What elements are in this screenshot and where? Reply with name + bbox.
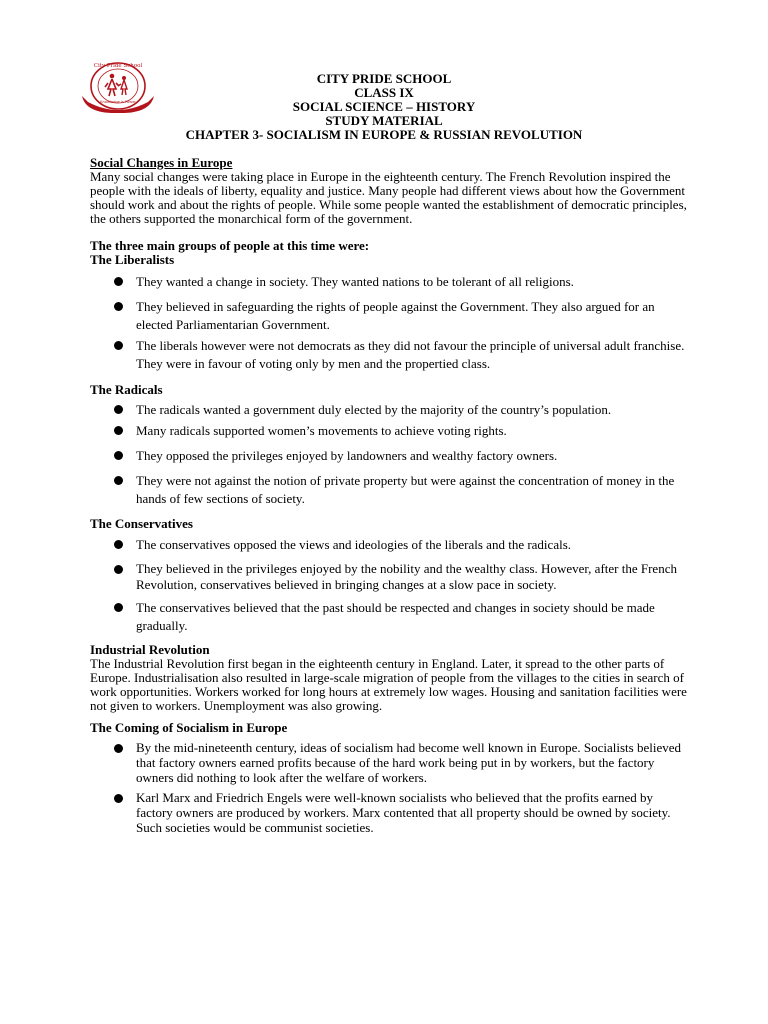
subject-name: SOCIAL SCIENCE – HISTORY [292, 99, 476, 114]
logo-motto: Knowledge is Power [100, 100, 136, 104]
social-changes-paragraph: Many social changes were taking place in Europe in the eighteenth century. The French Revolution inspired the people with the ideals of liberty, equality and justice. Many people had different views about how the Government should work and about the rights of people. While some people wanted the establishment of democratic principles, the others supported the monarchical form of the government. [90, 169, 687, 226]
list-item: The liberals however were not democrats as they did not favour the principle of universal adult franchise. They were in favour of voting only by men and the propertied class. [90, 337, 690, 373]
logo-text: City Pride School [93, 63, 143, 69]
section-title-industrial: Industrial Revolution [90, 642, 210, 657]
groups-intro: The three main groups of people at this time were: [90, 238, 370, 253]
list-item: They wanted a change in society. They wanted nations to be tolerant of all religions. [90, 273, 690, 291]
list-item: The radicals wanted a government duly elected by the majority of the country’s population. [90, 401, 690, 419]
section-title-conservatives: The Conservatives [90, 516, 193, 531]
school-name: CITY PRIDE SCHOOL [316, 71, 452, 86]
section-title-socialism: The Coming of Socialism in Europe [90, 720, 288, 735]
list-item: Karl Marx and Friedrich Engels were well-known socialists who believed that the profits earned by factory owners are produced by workers. Marx contented that all property should be owned by society. Such societies would be communist societies. [90, 790, 690, 835]
liberalists-list [90, 273, 690, 373]
list-item: They believed in the privileges enjoyed by the nobility and the wealthy class. However, after the French Revolution, conservatives believed in bringing changes at a slow pace in society. [90, 561, 690, 593]
section-title-liberalists: The Liberalists [90, 252, 175, 267]
section-title-social-changes: Social Changes in Europe [90, 155, 233, 170]
socialism-list [90, 740, 690, 835]
document-header [0, 72, 768, 142]
chapter-title: CHAPTER 3- SOCIALISM IN EUROPE & RUSSIAN REVOLUTION [185, 127, 583, 142]
list-item: They believed in safeguarding the rights of people against the Government. They also argued for an elected Parliamentarian Government. [90, 298, 690, 334]
list-item: They opposed the privileges enjoyed by landowners and wealthy factory owners. [90, 447, 690, 465]
list-item: The conservatives opposed the views and ideologies of the liberals and the radicals. [90, 536, 690, 554]
list-item: They were not against the notion of private property but were against the concentration of money in the hands of few sections of society. [90, 472, 690, 508]
class-name: CLASS IX [354, 85, 414, 100]
radicals-list [90, 401, 690, 508]
material-type: STUDY MATERIAL [325, 113, 443, 128]
document-body [90, 156, 690, 835]
conservatives-list [90, 536, 690, 635]
industrial-paragraph: The Industrial Revolution first began in the eighteenth century in England. Later, it spread to the other parts of Europe. Industrialisation also resulted in large-scale migration of people from the villages to the cities in search of work opportunities. Workers worked for long hours at extremely low wages. Housing and sanitation facilities were not given to workers. Unemployment was also growing. [90, 656, 687, 713]
section-title-radicals: The Radicals [90, 382, 163, 397]
list-item: Many radicals supported women’s movements to achieve voting rights. [90, 422, 690, 440]
list-item: By the mid-nineteenth century, ideas of socialism had become well known in Europe. Socialists believed that factory owners earned profits because of the hard work being put in by workers, but the factory owners did nothing to look after the welfare of workers. [90, 740, 690, 785]
list-item: The conservatives believed that the past should be respected and changes in society should be made gradually. [90, 599, 690, 635]
